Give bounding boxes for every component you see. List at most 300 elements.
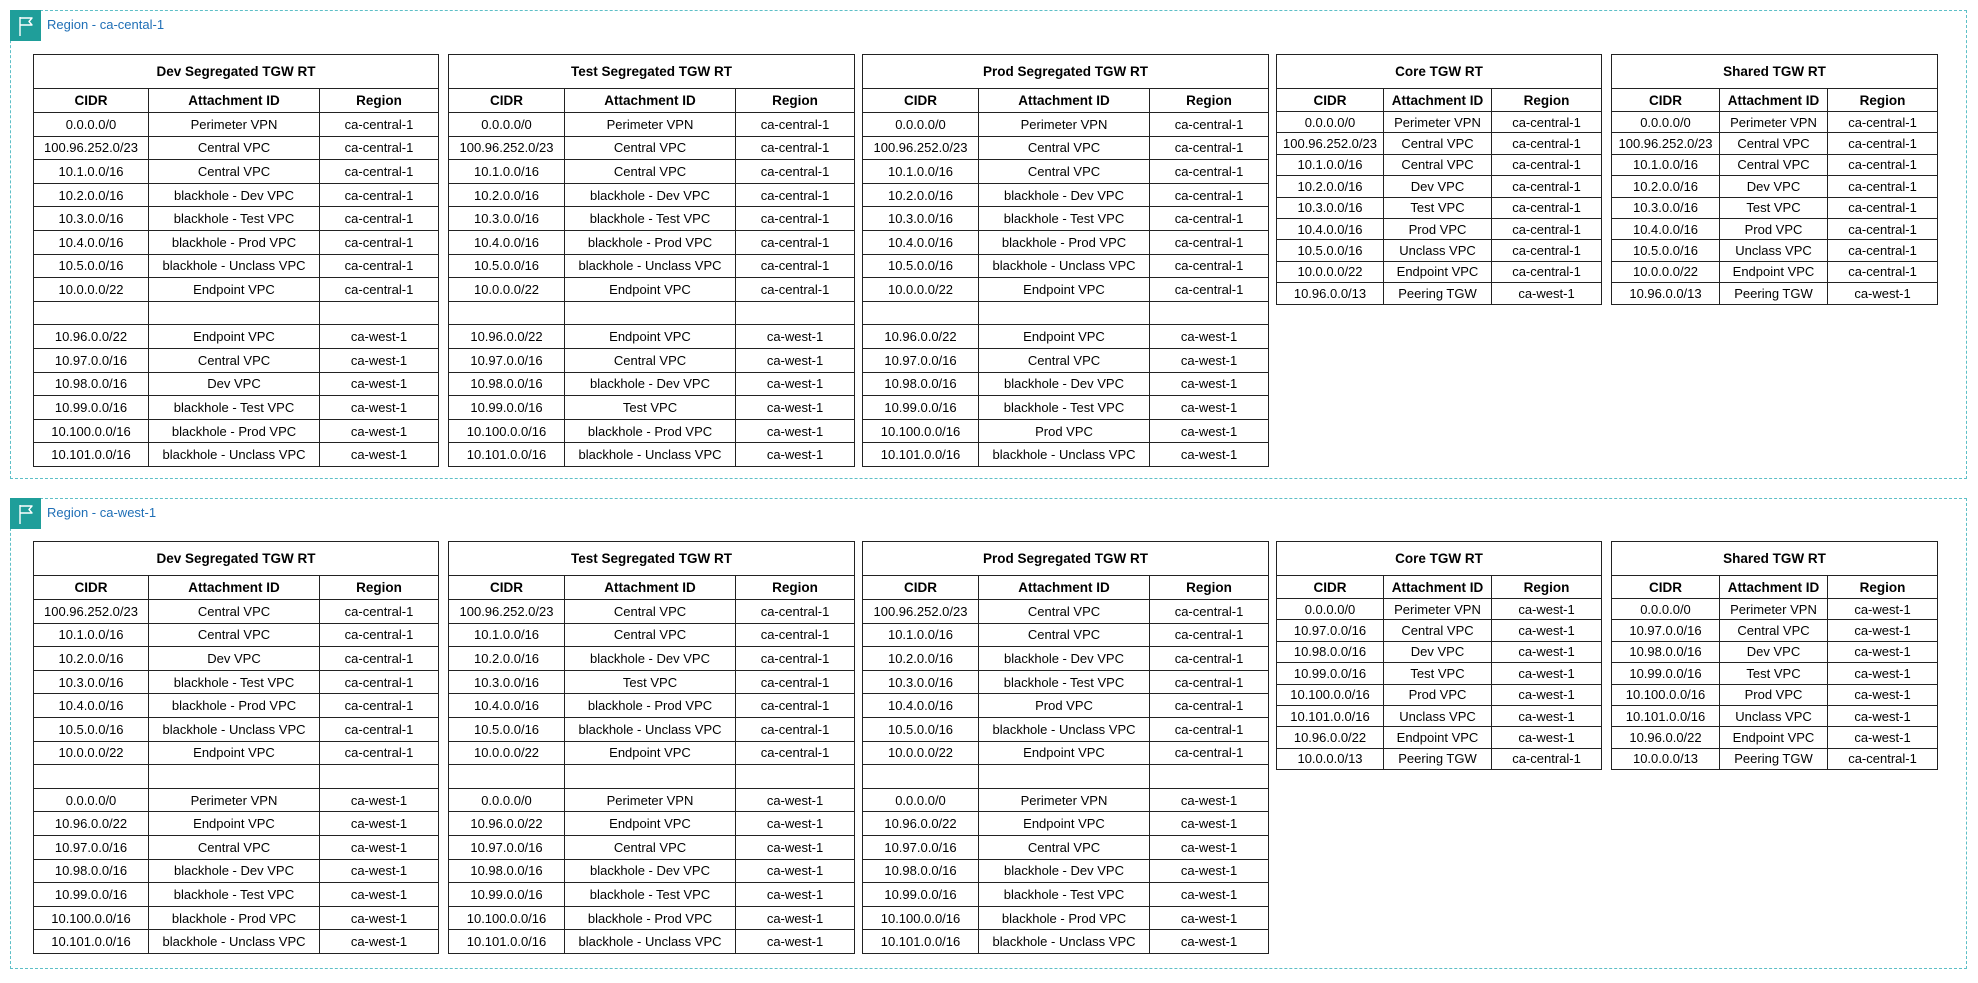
table-row [449,670,855,694]
column-header-row [1277,576,1602,599]
column-header: Attachment ID [565,89,736,113]
region-cell: ca-west-1 [1150,930,1269,954]
region-cell: ca-west-1 [320,443,439,467]
attachment-cell: Perimeter VPN [1720,599,1828,620]
region-cell [320,301,439,325]
region-cell: ca-west-1 [1828,727,1938,748]
attachment-cell: blackhole - Dev VPC [565,859,736,883]
route-table [1276,541,1602,770]
table-row [449,325,855,349]
table-row [863,694,1269,718]
cidr-cell: 10.100.0.0/16 [1277,684,1384,705]
column-header: Region [320,89,439,113]
table-row [863,812,1269,836]
table-row [1612,218,1938,239]
attachment-cell: Central VPC [565,136,736,160]
cidr-cell: 10.101.0.0/16 [449,443,565,467]
table-row [863,906,1269,930]
table-row [1277,599,1602,620]
route-table [448,541,855,954]
route-table [1276,54,1602,305]
cidr-cell [34,765,149,789]
attachment-cell: blackhole - Test VPC [565,883,736,907]
cidr-cell: 10.0.0.0/22 [863,278,979,302]
attachment-cell: blackhole - Prod VPC [149,906,320,930]
table-row [449,348,855,372]
column-header: Attachment ID [1720,89,1828,112]
attachment-cell: Central VPC [149,136,320,160]
table-row [449,443,855,467]
table-row [34,419,439,443]
table-row [449,396,855,420]
table-row [1277,663,1602,684]
table-row [1277,261,1602,282]
region-cell: ca-west-1 [1828,641,1938,662]
table-row [1612,240,1938,261]
region-cell: ca-central-1 [736,207,855,231]
attachment-cell: blackhole - Dev VPC [149,859,320,883]
route-table-title: Test Segregated TGW RT [449,542,855,576]
table-row [34,883,439,907]
region-cell: ca-west-1 [736,443,855,467]
attachment-cell: Endpoint VPC [565,325,736,349]
attachment-cell: Perimeter VPN [565,113,736,137]
attachment-cell: blackhole - Prod VPC [149,419,320,443]
cidr-cell: 10.97.0.0/16 [863,835,979,859]
table-row [449,372,855,396]
cidr-cell: 10.100.0.0/16 [863,419,979,443]
cidr-cell: 10.0.0.0/22 [1612,261,1720,282]
table-row [34,717,439,741]
cidr-cell [863,301,979,325]
region-cell: ca-west-1 [736,788,855,812]
attachment-cell: Central VPC [1384,620,1492,641]
cidr-cell: 10.3.0.0/16 [1612,197,1720,218]
attachment-cell: Perimeter VPN [979,788,1150,812]
region-cell: ca-central-1 [1150,113,1269,137]
table-row [1612,176,1938,197]
column-header: Region [1150,576,1269,600]
cidr-cell: 10.5.0.0/16 [34,254,149,278]
table-row [34,278,439,302]
attachment-cell: Central VPC [149,600,320,624]
column-header-row [1612,89,1938,112]
region-cell: ca-west-1 [736,859,855,883]
cidr-cell: 10.2.0.0/16 [449,183,565,207]
table-row [449,278,855,302]
region-cell: ca-west-1 [320,930,439,954]
table-row [449,835,855,859]
region-cell: ca-west-1 [320,835,439,859]
attachment-cell: Central VPC [1720,620,1828,641]
region-cell: ca-central-1 [320,136,439,160]
cidr-cell: 0.0.0.0/0 [34,113,149,137]
table-row [863,670,1269,694]
attachment-cell: blackhole - Unclass VPC [565,717,736,741]
region-cell: ca-central-1 [320,113,439,137]
table-row [449,623,855,647]
table-row [449,647,855,671]
region-cell: ca-central-1 [320,207,439,231]
cidr-cell: 10.4.0.0/16 [1277,218,1384,239]
attachment-cell: Central VPC [979,623,1150,647]
cidr-cell: 10.3.0.0/16 [34,670,149,694]
attachment-cell: blackhole - Unclass VPC [979,443,1150,467]
region-cell: ca-central-1 [1150,183,1269,207]
region-cell: ca-central-1 [1828,240,1938,261]
attachment-cell: Endpoint VPC [979,812,1150,836]
region-cell: ca-west-1 [1150,835,1269,859]
cidr-cell: 100.96.252.0/23 [449,600,565,624]
attachment-cell: Perimeter VPN [979,113,1150,137]
table-row [863,396,1269,420]
region-cell [1150,301,1269,325]
cidr-cell: 10.98.0.0/16 [1277,641,1384,662]
region-cell: ca-central-1 [1492,154,1602,175]
attachment-cell: Central VPC [565,348,736,372]
cidr-cell: 100.96.252.0/23 [1612,133,1720,154]
cidr-cell [449,765,565,789]
table-row [34,812,439,836]
region-cell: ca-central-1 [736,230,855,254]
table-row [449,160,855,184]
cidr-cell: 10.100.0.0/16 [449,906,565,930]
table-row [863,183,1269,207]
cidr-cell: 10.96.0.0/22 [449,325,565,349]
cidr-cell: 10.97.0.0/16 [1277,620,1384,641]
table-row [863,717,1269,741]
table-row [449,694,855,718]
cidr-cell: 10.100.0.0/16 [34,419,149,443]
attachment-cell: blackhole - Prod VPC [565,694,736,718]
table-row [34,443,439,467]
attachment-cell: Dev VPC [1384,641,1492,662]
cidr-cell: 10.96.0.0/22 [34,325,149,349]
region-cell: ca-west-1 [320,883,439,907]
flag-icon [10,498,41,529]
table-row [34,160,439,184]
region-cell: ca-west-1 [1492,283,1602,304]
attachment-cell: blackhole - Prod VPC [149,230,320,254]
attachment-cell: blackhole - Unclass VPC [565,254,736,278]
table-row [449,765,855,789]
region-cell: ca-west-1 [736,325,855,349]
cidr-cell: 10.4.0.0/16 [34,694,149,718]
table-row [34,670,439,694]
attachment-cell: blackhole - Test VPC [979,396,1150,420]
cidr-cell: 10.101.0.0/16 [863,443,979,467]
region-cell: ca-central-1 [736,670,855,694]
table-row [449,788,855,812]
attachment-cell: Prod VPC [1384,684,1492,705]
column-header: CIDR [863,89,979,113]
region-cell: ca-central-1 [1492,197,1602,218]
attachment-cell [565,301,736,325]
region-cell: ca-central-1 [736,600,855,624]
cidr-cell: 10.96.0.0/22 [1277,727,1384,748]
attachment-cell: Prod VPC [1720,684,1828,705]
cidr-cell: 10.97.0.0/16 [34,835,149,859]
attachment-cell: Perimeter VPN [1384,112,1492,133]
region-cell: ca-west-1 [736,906,855,930]
attachment-cell: Central VPC [979,600,1150,624]
region-cell: ca-central-1 [320,230,439,254]
table-row [449,113,855,137]
region-label: Region - ca-west-1 [47,505,157,520]
attachment-cell: Endpoint VPC [979,278,1150,302]
cidr-cell: 10.5.0.0/16 [449,254,565,278]
region-cell: ca-west-1 [320,325,439,349]
table-row [863,278,1269,302]
column-header: CIDR [449,576,565,600]
table-row [863,647,1269,671]
table-row [863,859,1269,883]
attachment-cell: Dev VPC [1384,176,1492,197]
route-table-title: Shared TGW RT [1612,542,1938,576]
table-row [1612,133,1938,154]
column-header: Attachment ID [979,89,1150,113]
cidr-cell: 10.99.0.0/16 [863,883,979,907]
attachment-cell: Central VPC [979,348,1150,372]
cidr-cell: 10.100.0.0/16 [449,419,565,443]
attachment-cell: Central VPC [149,160,320,184]
attachment-cell: Test VPC [1720,197,1828,218]
attachment-cell: blackhole - Unclass VPC [149,930,320,954]
attachment-cell: blackhole - Test VPC [149,207,320,231]
table-row [34,765,439,789]
column-header: CIDR [34,576,149,600]
attachment-cell: Central VPC [979,160,1150,184]
column-header: Region [1828,576,1938,599]
region-cell: ca-central-1 [1492,240,1602,261]
region-cell: ca-central-1 [1828,748,1938,769]
region-cell: ca-west-1 [736,930,855,954]
route-table [862,54,1269,467]
table-row [863,419,1269,443]
attachment-cell: Peering TGW [1384,748,1492,769]
table-row [1612,748,1938,769]
region-cell: ca-central-1 [736,647,855,671]
cidr-cell: 10.96.0.0/22 [449,812,565,836]
table-row [863,835,1269,859]
table-row [863,230,1269,254]
region-cell: ca-central-1 [1828,218,1938,239]
region-cell: ca-west-1 [1150,348,1269,372]
cidr-cell: 10.5.0.0/16 [1277,240,1384,261]
region-cell: ca-west-1 [1828,599,1938,620]
region-cell: ca-central-1 [1492,748,1602,769]
table-row [449,741,855,765]
attachment-cell: blackhole - Unclass VPC [565,443,736,467]
cidr-cell: 10.0.0.0/22 [34,741,149,765]
region-cell: ca-central-1 [320,160,439,184]
table-row [863,443,1269,467]
table-row [1277,240,1602,261]
attachment-cell: blackhole - Dev VPC [979,183,1150,207]
table-row [1277,748,1602,769]
cidr-cell: 10.101.0.0/16 [1277,705,1384,726]
cidr-cell: 10.96.0.0/22 [34,812,149,836]
route-table [1611,54,1938,305]
cidr-cell: 10.0.0.0/22 [1277,261,1384,282]
cidr-cell: 10.3.0.0/16 [863,207,979,231]
cidr-cell: 0.0.0.0/0 [863,788,979,812]
cidr-cell: 100.96.252.0/23 [34,600,149,624]
table-row [449,859,855,883]
table-row [34,694,439,718]
cidr-cell: 10.4.0.0/16 [34,230,149,254]
region-cell: ca-central-1 [736,113,855,137]
table-row [34,113,439,137]
attachment-cell: blackhole - Test VPC [565,207,736,231]
table-row [34,647,439,671]
table-row [1612,112,1938,133]
table-row [1612,261,1938,282]
attachment-cell: Central VPC [565,623,736,647]
cidr-cell: 0.0.0.0/0 [1612,112,1720,133]
cidr-cell: 10.1.0.0/16 [34,160,149,184]
attachment-cell: Perimeter VPN [1384,599,1492,620]
cidr-cell: 10.0.0.0/13 [1277,748,1384,769]
region-cell: ca-west-1 [1150,372,1269,396]
column-header: Attachment ID [565,576,736,600]
region-cell [736,301,855,325]
region-label: Region - ca-cental-1 [47,17,165,32]
attachment-cell: blackhole - Test VPC [979,883,1150,907]
route-table-title: Core TGW RT [1277,542,1602,576]
table-row [863,788,1269,812]
column-header: CIDR [34,89,149,113]
cidr-cell: 10.96.0.0/13 [1277,283,1384,304]
column-header: Region [320,576,439,600]
region-cell: ca-west-1 [736,372,855,396]
table-row [863,160,1269,184]
route-table-title: Dev Segregated TGW RT [34,542,439,576]
attachment-cell [565,765,736,789]
region-cell: ca-central-1 [320,254,439,278]
table-row [1612,283,1938,304]
table-row [1612,154,1938,175]
cidr-cell: 10.96.0.0/22 [863,325,979,349]
cidr-cell: 10.2.0.0/16 [863,647,979,671]
cidr-cell: 0.0.0.0/0 [1277,112,1384,133]
attachment-cell: Dev VPC [1720,641,1828,662]
table-row [863,765,1269,789]
column-header: CIDR [1612,576,1720,599]
column-header: CIDR [1277,89,1384,112]
cidr-cell: 10.0.0.0/22 [449,741,565,765]
region-cell: ca-west-1 [1150,419,1269,443]
cidr-cell: 10.98.0.0/16 [449,372,565,396]
region-cell: ca-central-1 [1150,207,1269,231]
attachment-cell: Endpoint VPC [565,812,736,836]
table-row [34,325,439,349]
table-row [449,254,855,278]
region-cell: ca-central-1 [1492,261,1602,282]
attachment-cell: Central VPC [149,835,320,859]
region-cell: ca-central-1 [1150,694,1269,718]
cidr-cell: 10.98.0.0/16 [34,859,149,883]
attachment-cell: Test VPC [565,670,736,694]
column-header-row [34,576,439,600]
table-row [34,741,439,765]
table-row [34,207,439,231]
route-table [448,54,855,467]
column-header-row [449,576,855,600]
attachment-cell [979,765,1150,789]
cidr-cell: 10.100.0.0/16 [863,906,979,930]
region-cell: ca-west-1 [1828,620,1938,641]
region-cell: ca-west-1 [1150,812,1269,836]
cidr-cell: 100.96.252.0/23 [863,600,979,624]
column-header: Attachment ID [1720,576,1828,599]
region-cell: ca-central-1 [320,670,439,694]
cidr-cell: 10.5.0.0/16 [34,717,149,741]
region-cell: ca-central-1 [1150,230,1269,254]
table-row [1277,154,1602,175]
region-cell: ca-central-1 [736,254,855,278]
attachment-cell: Perimeter VPN [1720,112,1828,133]
cidr-cell: 10.4.0.0/16 [863,230,979,254]
table-row [1612,641,1938,662]
cidr-cell: 10.2.0.0/16 [449,647,565,671]
region-cell: ca-west-1 [1492,663,1602,684]
cidr-cell: 10.2.0.0/16 [1612,176,1720,197]
region-cell: ca-central-1 [736,694,855,718]
region-cell: ca-west-1 [1150,859,1269,883]
attachment-cell: Prod VPC [979,694,1150,718]
attachment-cell: blackhole - Unclass VPC [149,443,320,467]
cidr-cell: 10.98.0.0/16 [449,859,565,883]
cidr-cell: 10.1.0.0/16 [449,623,565,647]
region-cell: ca-west-1 [1828,663,1938,684]
table-row [1277,112,1602,133]
region-cell: ca-west-1 [320,372,439,396]
table-row [449,930,855,954]
table-row [449,812,855,836]
table-row [34,301,439,325]
cidr-cell: 10.2.0.0/16 [34,183,149,207]
cidr-cell: 10.4.0.0/16 [863,694,979,718]
attachment-cell: Central VPC [1384,154,1492,175]
column-header: CIDR [1612,89,1720,112]
cidr-cell: 10.3.0.0/16 [1277,197,1384,218]
table-row [1612,197,1938,218]
region-cell: ca-west-1 [736,883,855,907]
cidr-cell: 10.1.0.0/16 [863,623,979,647]
column-header: Attachment ID [149,89,320,113]
cidr-cell: 10.100.0.0/16 [34,906,149,930]
table-row [863,600,1269,624]
column-header: CIDR [449,89,565,113]
column-header-row [1277,89,1602,112]
region-cell: ca-west-1 [1150,883,1269,907]
region-cell [1150,765,1269,789]
region-cell: ca-west-1 [1492,684,1602,705]
region-cell: ca-central-1 [1492,112,1602,133]
region-cell: ca-west-1 [1492,727,1602,748]
cidr-cell: 10.96.0.0/22 [1612,727,1720,748]
flag-icon [10,10,41,41]
cidr-cell: 100.96.252.0/23 [34,136,149,160]
region-cell: ca-west-1 [1492,641,1602,662]
attachment-cell: Test VPC [1720,663,1828,684]
table-row [449,301,855,325]
route-table-title: Test Segregated TGW RT [449,55,855,89]
table-row [34,835,439,859]
attachment-cell: Prod VPC [1720,218,1828,239]
attachment-cell: blackhole - Unclass VPC [979,930,1150,954]
